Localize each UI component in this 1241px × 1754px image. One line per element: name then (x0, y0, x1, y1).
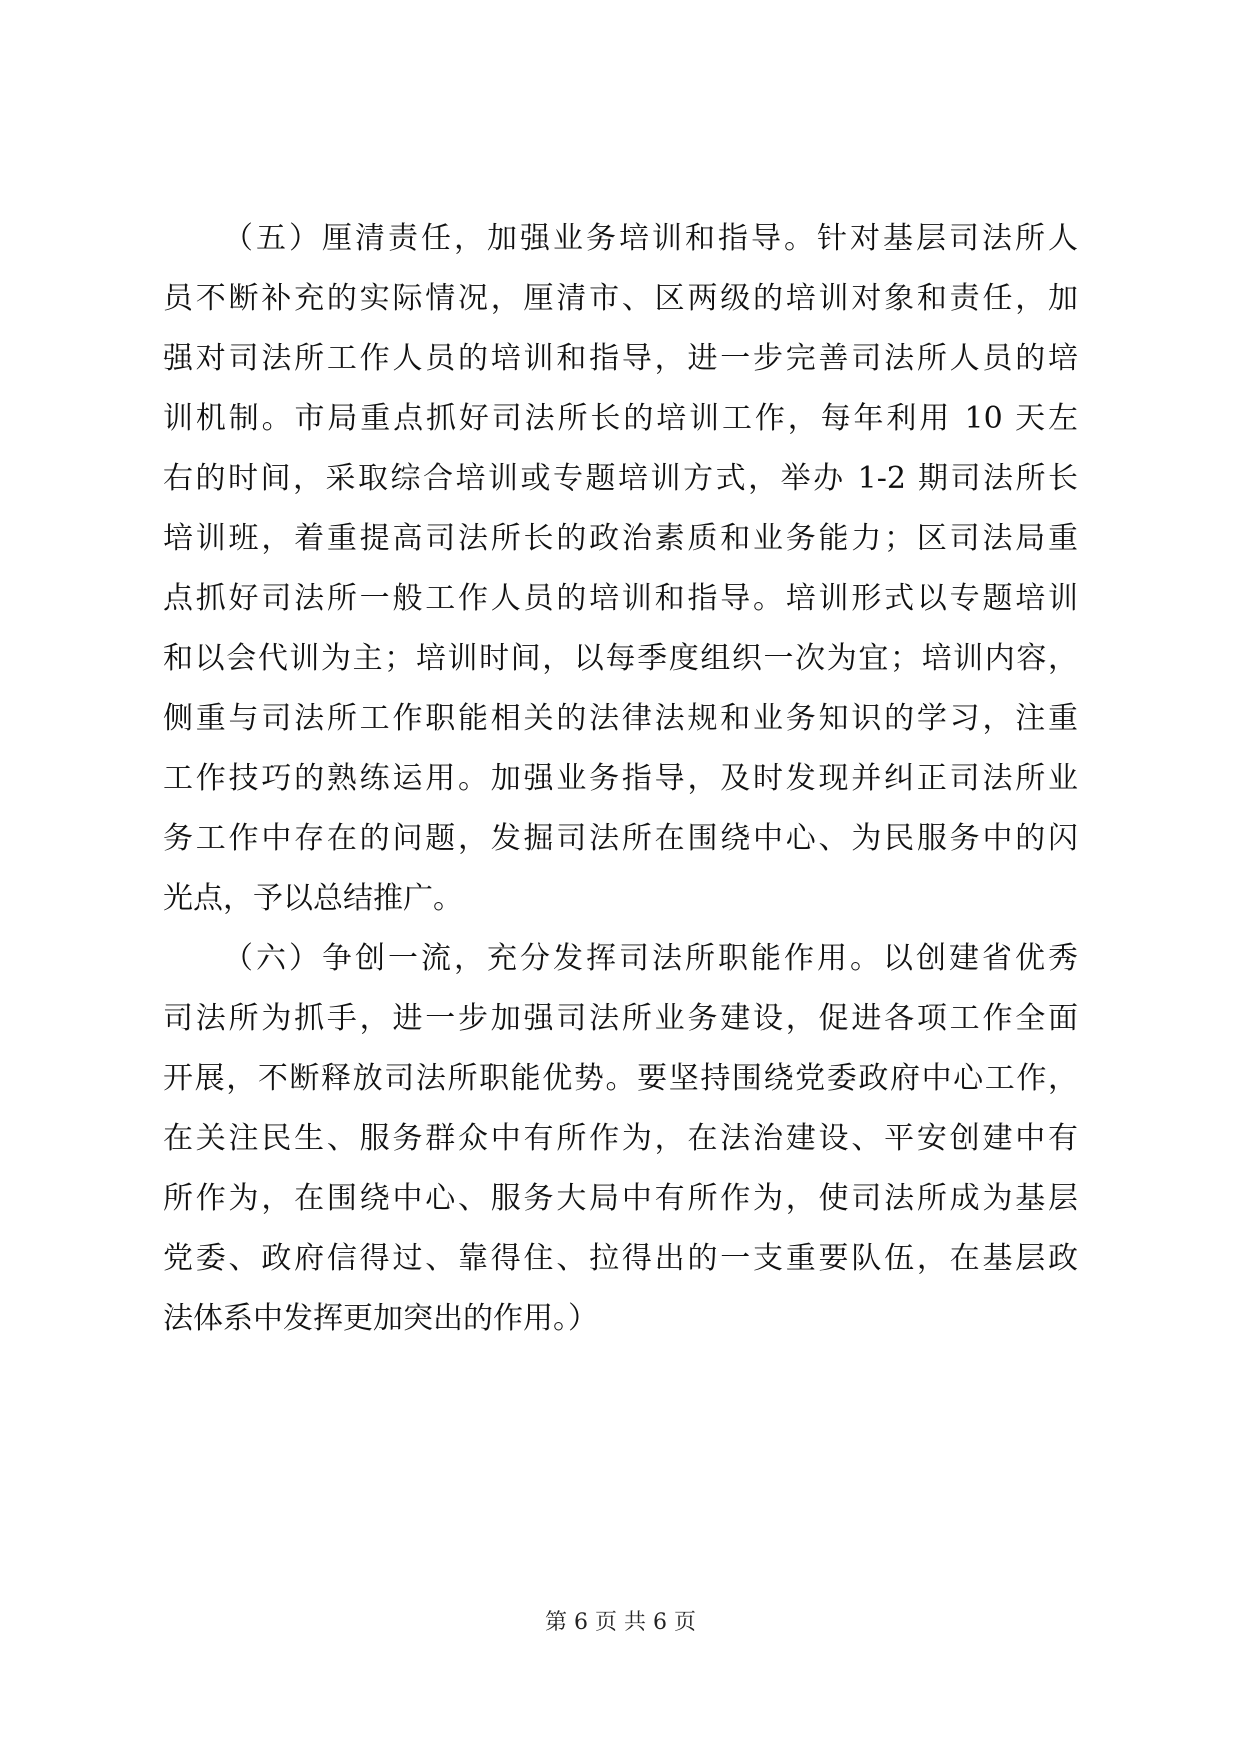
text-line: 党委、政府信得过、靠得住、拉得出的一支重要队伍，在基层政 (163, 1241, 1078, 1276)
text-line: 在关注民生、服务群众中有所作为，在法治建设、平安创建中有 (163, 1121, 1078, 1156)
text-line: 员不断补充的实际情况，厘清市、区两级的培训对象和责任，加 (163, 281, 1078, 316)
text-line: （六）争创一流，充分发挥司法所职能作用。以创建省优秀 (223, 941, 1078, 976)
text-line: 法体系中发挥更加突出的作用。） (163, 1301, 598, 1336)
text-line: 工作技巧的熟练运用。加强业务指导，及时发现并纠正司法所业 (163, 761, 1078, 796)
text-line: 培训班，着重提高司法所长的政治素质和业务能力；区司法局重 (163, 521, 1078, 556)
text-line: 务工作中存在的问题，发掘司法所在围绕中心、为民服务中的闪 (163, 821, 1078, 856)
text-line: 所作为，在围绕中心、服务大局中有所作为，使司法所成为基层 (163, 1181, 1078, 1216)
text-line: 开展，不断释放司法所职能优势。要坚持围绕党委政府中心工作， (163, 1061, 1078, 1096)
text-line: 右的时间，采取综合培训或专题培训方式，举办 1-2 期司法所长 (163, 461, 1078, 496)
text-line: 侧重与司法所工作职能相关的法律法规和业务知识的学习，注重 (163, 701, 1078, 736)
text-line: 强对司法所工作人员的培训和指导，进一步完善司法所人员的培 (163, 341, 1078, 376)
text-line: 和以会代训为主；培训时间，以每季度组织一次为宜；培训内容， (163, 641, 1078, 676)
text-line: 光点，予以总结推广。 (163, 881, 463, 916)
text-line: 点抓好司法所一般工作人员的培训和指导。培训形式以专题培训 (163, 581, 1078, 616)
page-number-footer: 第 6 页 共 6 页 (545, 1610, 696, 1635)
text-line: （五）厘清责任，加强业务培训和指导。针对基层司法所人 (223, 221, 1078, 256)
text-line: 司法所为抓手，进一步加强司法所业务建设，促进各项工作全面 (163, 1001, 1078, 1036)
text-line: 训机制。市局重点抓好司法所长的培训工作，每年利用 10 天左 (163, 401, 1078, 436)
